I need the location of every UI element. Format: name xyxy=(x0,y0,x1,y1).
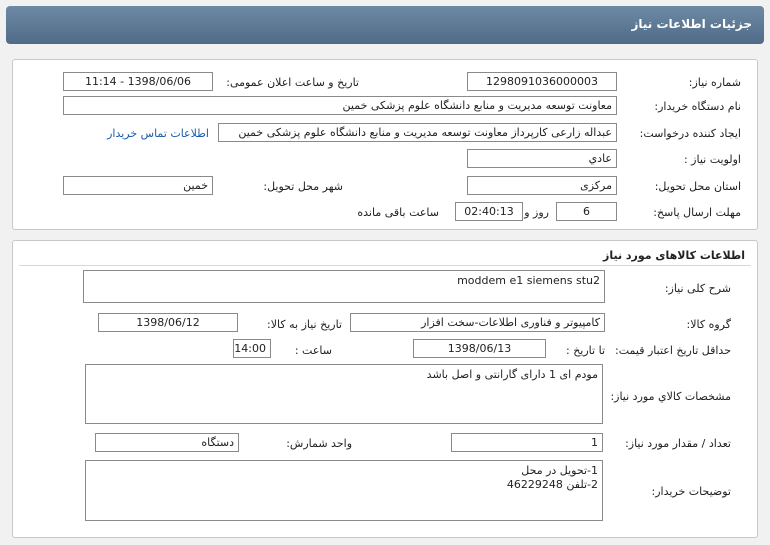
goods-spec-field: مودم ای 1 دارای گارانتی و اصل باشد xyxy=(85,364,603,424)
general-description-label: شرح کلی نیاز: xyxy=(664,282,731,295)
delivery-province-field: مرکزی xyxy=(467,176,617,195)
request-creator-field: عبداله زارعی کارپرداز معاونت توسعه مدیریت و منابع دانشگاه علوم پزشکی خمین xyxy=(218,123,617,142)
general-description-field: moddem e1 siemens stu2 xyxy=(83,270,605,303)
announce-date-label: تاریخ و ساعت اعلان عمومی: xyxy=(226,76,359,89)
page-header xyxy=(6,6,764,44)
price-validity-time-field: 14:00 xyxy=(233,339,271,358)
goods-group-label: گروه کالا: xyxy=(686,318,731,331)
priority-label: اولویت نیاز : xyxy=(683,153,741,166)
unit-label: واحد شمارش: xyxy=(286,437,352,450)
deadline-time-field: 02:40:13 xyxy=(455,202,523,221)
buyer-org-label: نام دستگاه خریدار: xyxy=(654,100,741,113)
announce-date-field: 1398/06/06 - 11:14 xyxy=(63,72,213,91)
quantity-field: 1 xyxy=(451,433,603,452)
price-validity-label: حداقل تاریخ اعتبار قیمت: xyxy=(615,344,731,357)
quantity-label: تعداد / مقدار مورد نیاز: xyxy=(625,437,731,450)
section-divider xyxy=(19,265,751,266)
goods-group-field: کامپیوتر و فناوری اطلاعات-سخت افزار xyxy=(350,313,605,332)
priority-field: عادي xyxy=(467,149,617,168)
days-and-text: روز و xyxy=(524,206,549,219)
unit-field: دستگاه xyxy=(95,433,239,452)
need-number-label: شماره نیاز: xyxy=(688,76,741,89)
need-number-field: 1298091036000003 xyxy=(467,72,617,91)
request-creator-label: ایجاد کننده درخواست: xyxy=(639,127,741,140)
response-deadline-label: مهلت ارسال پاسخ: xyxy=(653,206,741,219)
goods-section-title: اطلاعات کالاهای مورد نیاز xyxy=(603,249,745,262)
buyer-org-field: معاونت توسعه مدیریت و منابع دانشگاه علوم پزشکی خمین xyxy=(63,96,617,115)
buyer-notes-field: 1-تحویل در محل 2-تلفن 46229248 xyxy=(85,460,603,521)
goods-info-panel xyxy=(12,240,758,538)
page-title: جزئیات اطلاعات نیاز xyxy=(631,17,752,31)
time-label: ساعت : xyxy=(294,344,332,357)
buyer-notes-label: توضیحات خریدار: xyxy=(651,485,731,498)
delivery-city-field: خمین xyxy=(63,176,213,195)
to-date-label: تا تاریخ : xyxy=(566,344,605,357)
need-date-field: 1398/06/12 xyxy=(98,313,238,332)
request-info-panel xyxy=(12,59,758,230)
buyer-contact-link[interactable]: اطلاعات تماس خریدار xyxy=(107,127,209,140)
delivery-province-label: استان محل تحویل: xyxy=(654,180,741,193)
delivery-city-label: شهر محل تحویل: xyxy=(263,180,343,193)
need-date-label: تاریخ نیاز به کالا: xyxy=(267,318,342,331)
price-validity-date-field: 1398/06/13 xyxy=(413,339,546,358)
hours-remaining-text: ساعت باقی مانده xyxy=(357,206,439,219)
goods-spec-label: مشخصات کالاي مورد نیاز: xyxy=(610,390,731,403)
deadline-days-field: 6 xyxy=(556,202,617,221)
